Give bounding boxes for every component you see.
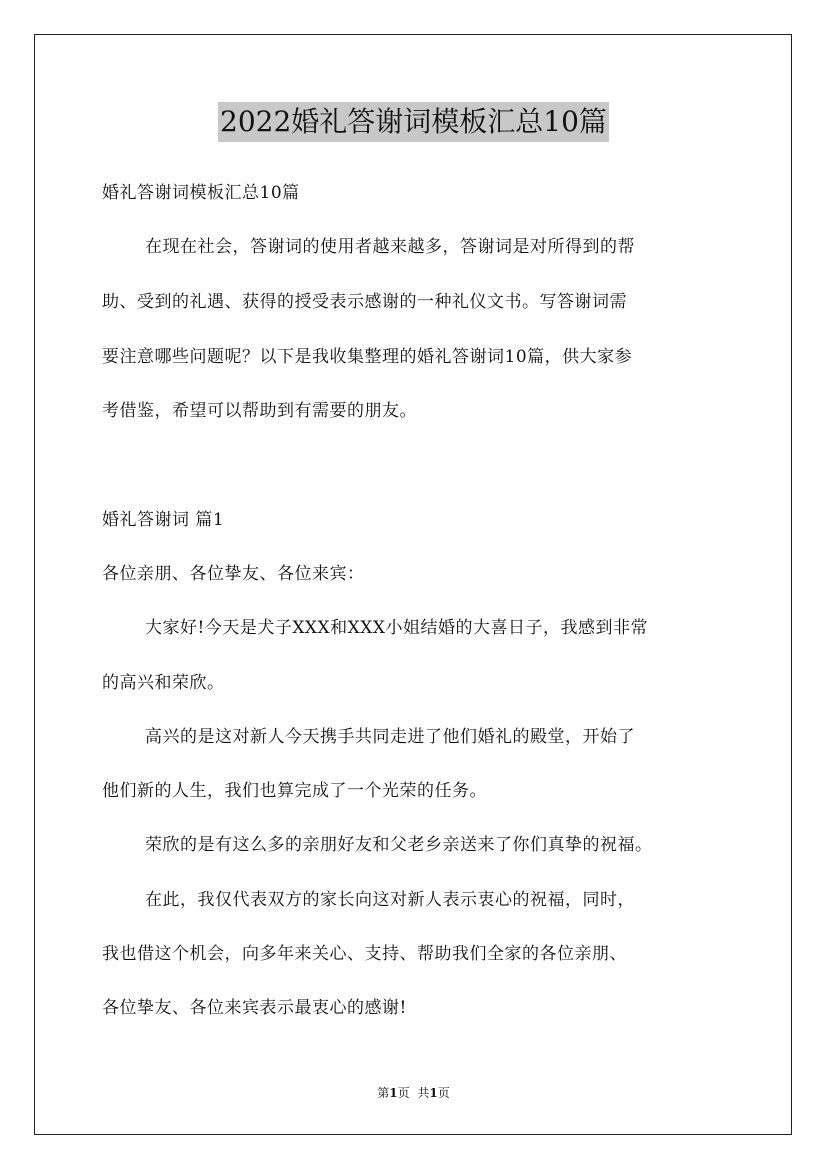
para4-line-2: 我也借这个机会，向多年来关心、支持、帮助我们全家的各位亲朋、 — [102, 944, 627, 964]
para1-line-2: 的高兴和荣欣。 — [102, 673, 225, 693]
para4-line-3: 各位挚友、各位来宾表示最衷心的感谢! — [102, 998, 407, 1018]
intro-line-4: 考借鉴，希望可以帮助到有需要的朋友。 — [102, 401, 417, 421]
intro-line-2: 助、受到的礼遇、获得的授受表示感谢的一种礼仪文书。写答谢词需 — [102, 292, 627, 312]
intro-line-3: 要注意哪些问题呢？以下是我收集整理的婚礼答谢词10篇，供大家参 — [102, 347, 633, 367]
para3-line-1: 荣欣的是有这么多的亲朋好友和父老乡亲送来了你们真挚的祝福。 — [145, 835, 653, 855]
footer-total-number: 1 — [429, 1086, 438, 1100]
title-container — [0, 102, 827, 142]
footer-page-mid: 页 — [397, 1086, 410, 1100]
intro-line-1: 在现在社会，答谢词的使用者越来越多，答谢词是对所得到的帮 — [145, 237, 635, 257]
para1-line-1: 大家好!今天是犬子XXX和XXX小姐结婚的大喜日子，我感到非常 — [145, 618, 648, 638]
para2-line-1: 高兴的是这对新人今天携手共同走进了他们婚礼的殿堂，开始了 — [145, 727, 635, 747]
para2-line-2: 他们新的人生，我们也算完成了一个光荣的任务。 — [102, 781, 487, 801]
para4-line-1: 在此，我仅代表双方的家长向这对新人表示衷心的祝福，同时， — [145, 890, 635, 910]
footer-total-suffix: 页 — [437, 1086, 450, 1100]
footer-page-prefix: 第 — [377, 1086, 390, 1100]
page-footer — [0, 1085, 827, 1101]
subtitle: 婚礼答谢词模板汇总10篇 — [102, 183, 300, 203]
document-title: 2022婚礼答谢词模板汇总10篇 — [218, 102, 609, 142]
section-heading: 婚礼答谢词 篇1 — [102, 510, 225, 530]
footer-page-number: 1 — [389, 1086, 398, 1100]
salutation: 各位亲朋、各位挚友、各位来宾： — [102, 564, 365, 584]
footer-total-prefix: 共 — [417, 1086, 430, 1100]
